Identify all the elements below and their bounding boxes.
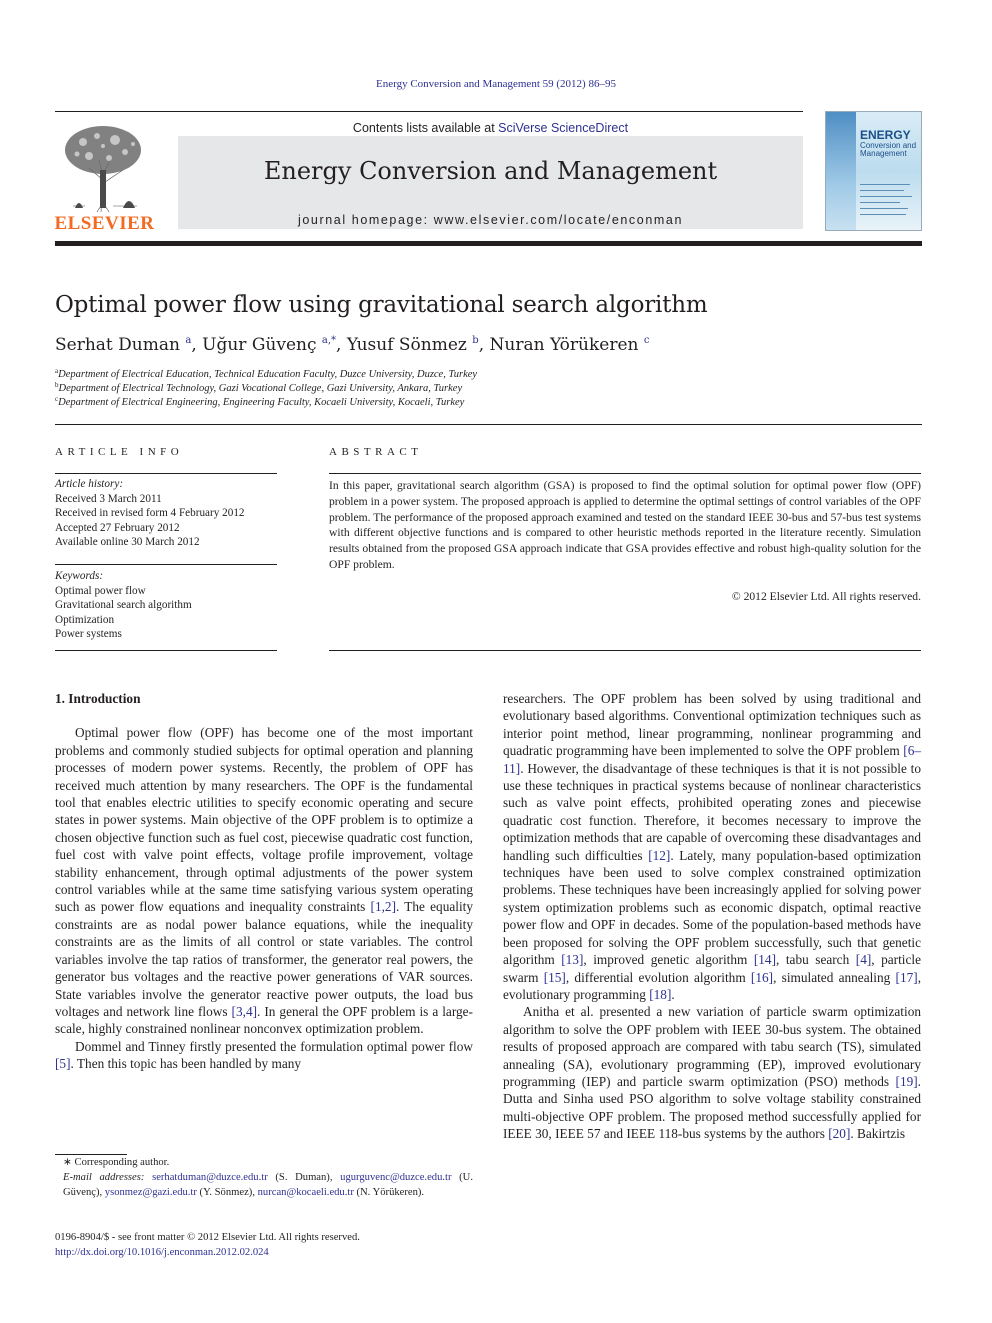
reference-link[interactable]: [15] [543, 969, 566, 985]
history-online: Available online 30 March 2012 [55, 536, 200, 548]
contents-prefix: Contents lists available at [352, 121, 499, 135]
body-text: . Dutta and Sinha used PSO algorithm to solve voltage stability constrained multi-objective OPF problem. The proposed method successfully applied for IEEE 30, IEEE 57 and IEEE 118-bus systems by the authors [503, 1073, 921, 1142]
history-label: Article history: [55, 478, 124, 490]
body-right-column [503, 690, 921, 1143]
author-name: Nuran Yörükeren [489, 335, 639, 355]
homepage-prefix: journal homepage: [297, 213, 434, 227]
body-text: , simulated annealing [773, 969, 896, 985]
email-owner: (U. Güvenç), [63, 1171, 473, 1198]
reference-link[interactable]: [17] [895, 969, 918, 985]
author-separator: , [336, 335, 347, 355]
email-link[interactable]: serhatduman@duzce.edu.tr [152, 1171, 268, 1183]
author-name: Serhat Duman [55, 335, 180, 355]
reference-link[interactable]: [18] [649, 986, 672, 1002]
affiliation-marker: a [55, 367, 59, 375]
affiliation-text: Department of Electrical Technology, Gazi Vocational College, Gazi University, Ankara, Turkey [58, 383, 463, 394]
abstract-text: In this paper, gravitational search algorithm (GSA) is proposed to find the optimal solution for optimal power flow (OPF) problem in a power system. The proposed approach is applied to determine the optimal settings of control variables of the OPF problem. The performance of the proposed approach examined and tested on the standard IEEE 30-bus and 57-bus test systems with different objective functions and is compared to other heuristic methods reported in the literature recently. Simulation results obtained from the proposed GSA approach indicate that GSA provides effective and robust high-quality solution for the OPF problem. [329, 479, 921, 571]
body-text: . Lately, many population-based optimization techniques have been used to solve complex constrained optimization problems. These techniques have been increasingly applied for solving power system optimization problems such as economic dispatch, optimal reactive power flow and OPF in decades. Some of the population-based methods have been proposed for solving the OPF problem successfully, such that genetic algorithm [503, 847, 921, 968]
body-text: Optimal power flow (OPF) has become one of the most important problems and commonly studied subjects for optimal operation and planning processes of modern power systems. Recently, the problem of OPF has received much attention by many researchers. The OPF is the fundamental tool that enables electric utilities to specify economic operating and secure states in power systems. Main objective of the OPF problem is to optimize a chosen objective function such as fuel cost, piecewise quadratic cost function, fuel cost with valve point effects, voltage profile improvement, voltage stability enhancement, through optimal adjustments of the power system control variables while at the same time satisfying various system operating such as power flow equations and inequality constraints [55, 725, 473, 915]
body-text: Anitha et al. presented a new variation of particle swarm optimization algorithm to solve the OPF problem with IEEE 30-bus system. The obtained results of proposed approach are compared with tabu search (TS), simulated annealing (SA), evolutionary programming (EP), improved evolutionary programming (IEP) and particle swarm optimization (PSO) methods [503, 1004, 921, 1089]
reference-link[interactable]: [4] [855, 952, 872, 968]
author-name: Yusuf Sönmez [346, 335, 467, 355]
footnote [55, 1156, 473, 1200]
journal-banner [178, 121, 803, 229]
author-affiliation-marker[interactable]: a [185, 335, 192, 346]
homepage-link[interactable]: www.elsevier.com/locate/enconman [433, 213, 684, 227]
body-text: . In general the OPF problem is a large-scale, highly constrained nonlinear nonconvex optimization problem. [55, 1003, 473, 1037]
reference-link[interactable]: [13] [561, 952, 584, 968]
email-owner: (Y. Sönmez), [196, 1186, 258, 1198]
affiliation-b [55, 381, 462, 394]
body-text: . The equality constraints are as nodal power balance equations, while the inequality constraints are as the limits of all control or state variables. The control variables involve the tap ratios of transformer, the generator real powers, the generator bus voltages and the reactive power generations of VAR sources. State variables involve the generator reactive power outputs, the load bus voltages and network line flows [55, 899, 473, 1019]
email-owner: (S. Duman), [267, 1171, 341, 1183]
article-title: Optimal power flow using gravitational search algorithm [55, 292, 708, 318]
journal-title: Energy Conversion and Management [263, 157, 718, 185]
cover-subtitle: Conversion and Management [860, 141, 917, 158]
reference-link[interactable]: [6–11] [503, 743, 921, 776]
masthead-bottom-rule [55, 241, 922, 246]
body-text: . [671, 986, 675, 1002]
cover-side-bar [826, 112, 856, 231]
article-info-bottom-rule [55, 650, 277, 651]
reference-link[interactable]: [5] [55, 1056, 71, 1072]
body-text: . Then this topic has been handled by many [70, 1056, 302, 1072]
body-text: . However, the disadvantage of these techniques is that it is not possible to use these techniques in practical systems because of nonlinear characteristics such as valve point effects, prohibited operating zones and piecewise quadratic cost function. Therefore, it becomes necessary to improve the optimization methods that are capable of overcoming these disadvantages and handling such difficulties [503, 760, 921, 863]
cover-line [860, 202, 900, 203]
keywords-rule [55, 564, 277, 565]
keyword: Optimization [55, 613, 115, 626]
contents-line [178, 121, 803, 136]
reference-link[interactable]: [20] [828, 1126, 851, 1142]
cover-line [860, 208, 908, 209]
author-affiliation-marker[interactable]: a,* [321, 335, 337, 346]
reference-link[interactable]: [16] [750, 969, 774, 985]
keyword: Power systems [55, 628, 122, 640]
author-separator: , [191, 335, 203, 355]
affiliation-text: Department of Electrical Education, Technical Education Faculty, Duzce University, Duzce, Turkey [58, 369, 478, 380]
affiliation-a [55, 367, 477, 380]
author-affiliation-marker[interactable]: c [643, 335, 650, 346]
history-received: Received 3 March 2011 [55, 492, 162, 505]
body-left-column [55, 690, 473, 1073]
email-addresses [55, 1171, 473, 1201]
author-list [55, 335, 650, 355]
cover-line [860, 196, 912, 197]
doi-link[interactable]: http://dx.doi.org/10.1016/j.enconman.2012.02.024 [55, 1246, 269, 1258]
intro-paragraph-2 [55, 1038, 473, 1073]
body-text: Dommel and Tinney firstly presented the formulation optimal power flow [75, 1038, 473, 1054]
body-text: , improved genetic algorithm [583, 952, 754, 968]
body-text: , differential evolution algorithm [565, 969, 751, 985]
journal-homepage [178, 213, 803, 227]
keywords-block [55, 569, 277, 642]
cover-line [860, 214, 906, 215]
header-divider [55, 424, 922, 425]
reference-link[interactable]: [12] [648, 847, 671, 863]
reference-link[interactable]: [3,4] [231, 1003, 258, 1019]
email-link[interactable]: ysonmez@gazi.edu.tr [104, 1186, 197, 1198]
email-link[interactable]: nurcan@kocaeli.edu.tr [257, 1186, 354, 1198]
masthead-top-rule [55, 111, 803, 112]
intro-paragraph-1 [55, 724, 473, 1037]
abstract-bottom-rule [329, 650, 921, 651]
keyword: Optimal power flow [55, 584, 146, 597]
corresponding-author-note: ∗ Corresponding author. [63, 1157, 170, 1168]
elsevier-tree-icon [53, 120, 156, 215]
intro-paragraph-4 [503, 1003, 921, 1142]
article-history [55, 477, 277, 550]
elsevier-wordmark: ELSEVIER [54, 213, 155, 234]
author-separator: , [478, 335, 490, 355]
footnote-rule [55, 1154, 127, 1155]
affiliation-marker: c [55, 395, 59, 403]
keyword: Gravitational search algorithm [55, 599, 192, 611]
affiliation-c [55, 395, 464, 408]
email-owner: (N. Yörükeren). [353, 1186, 425, 1198]
body-text: , evolutionary programming [503, 969, 922, 1002]
article-info-heading: ARTICLE INFO [55, 446, 184, 458]
abstract-copyright: © 2012 Elsevier Ltd. All rights reserved. [731, 590, 921, 603]
cover-line [860, 184, 910, 185]
elsevier-logo[interactable] [53, 120, 156, 235]
body-text: , particle swarm [503, 952, 921, 985]
affiliation-marker: b [55, 381, 59, 389]
author-name: Uğur Güvenç [202, 335, 317, 355]
article-info-rule [55, 473, 277, 474]
cover-line [860, 190, 904, 191]
affiliation-text: Department of Electrical Engineering, Engineering Faculty, Kocaeli University, Kocaeli, Turkey [58, 397, 465, 408]
intro-paragraph-3 [503, 690, 921, 1003]
abstract-heading: ABSTRACT [329, 446, 423, 458]
author-affiliation-marker[interactable]: b [472, 335, 479, 346]
reference-link[interactable]: [1,2] [370, 899, 397, 915]
email-link[interactable]: ugurguvenc@duzce.edu.tr [340, 1171, 452, 1183]
page-footer [55, 1231, 360, 1261]
keywords-label: Keywords: [55, 570, 104, 582]
reference-link[interactable]: [14] [753, 952, 777, 968]
reference-link[interactable]: [19] [895, 1073, 918, 1089]
body-text: . Bakirtzis [850, 1126, 906, 1142]
journal-citation[interactable]: Energy Conversion and Management 59 (2012) 86–95 [376, 78, 616, 90]
history-revised: Received in revised form 4 February 2012 [55, 507, 245, 519]
cover-title: ENERGY [860, 128, 911, 142]
issn-line: 0196-8904/$ - see front matter © 2012 Elsevier Ltd. All rights reserved. [55, 1232, 360, 1243]
section-heading-introduction: 1. Introduction [55, 691, 141, 706]
journal-cover-thumbnail[interactable] [825, 111, 922, 231]
email-label: E-mail addresses: [63, 1171, 153, 1183]
history-accepted: Accepted 27 February 2012 [55, 521, 180, 534]
body-text: , tabu search [776, 952, 856, 968]
body-text: researchers. The OPF problem has been solved by using traditional and evolutionary based algorithms. Conventional optimization techniques such as interior point method, linear programming, nonlinear programming and quadratic programming have been implemented to solve the OPF problem [503, 691, 921, 759]
sciencedirect-link[interactable]: SciVerse ScienceDirect [498, 121, 629, 135]
abstract-rule [329, 473, 921, 474]
